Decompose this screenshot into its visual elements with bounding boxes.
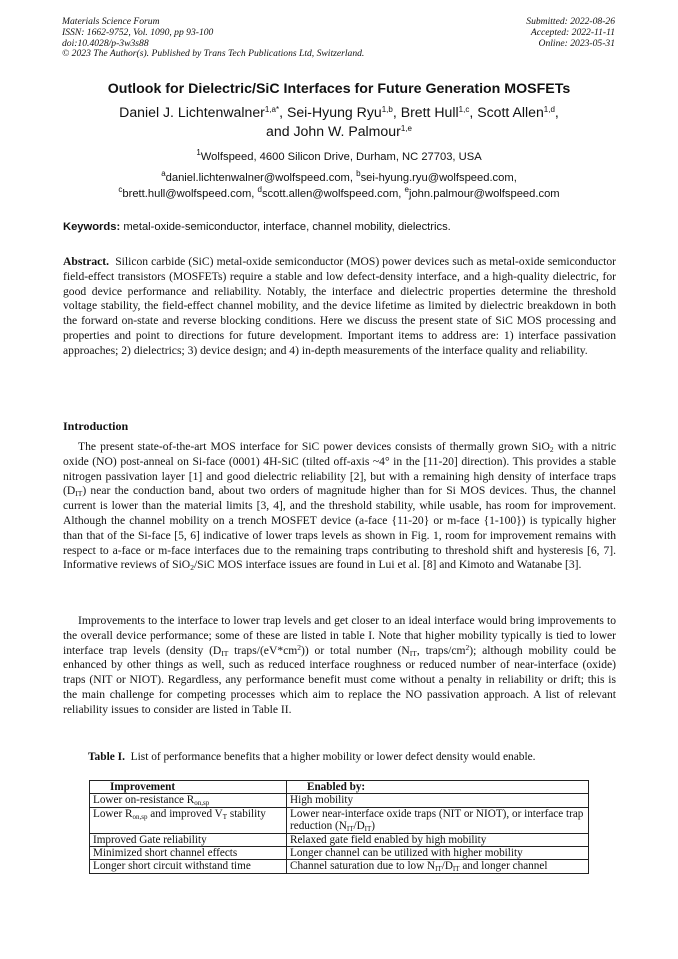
improvement-cell [90,794,287,807]
paper-title: Outlook for Dielectric/SiC Interfaces for Future Generation MOSFETs [107,81,571,97]
table-row [90,833,589,846]
intro-paragraph-1 [63,440,616,573]
table-row [90,794,589,807]
enabled-by-cell [287,847,589,860]
header-right [415,17,615,49]
issn-line: ISSN: 1662-9752, Vol. 1090, pp 93-100 [62,26,214,38]
table-row [90,860,589,873]
subscript: IT [364,825,372,834]
superscript: 2 [465,642,470,652]
affiliation-marker: 1 [196,148,201,157]
author-name: Brett Hull [400,104,459,120]
email-list: $^a$daniel.lichtenwalner@wolfspeed.com, $^b$sei-hyung.ryu@wolfspeed.com, $^c$brett.hull@wolfspeed.com, $^d$scott.allen@wolfspeed.com, $^e$john.palmour@wolfspeed.com [118,169,560,200]
text-run: traps/(eV*cm [228,643,298,657]
improvement-cell [90,833,287,846]
author-name: John W. Palmour [293,123,401,139]
enabled-by-cell [287,833,589,846]
email-address: brett.hull@wolfspeed.com [122,187,252,200]
abstract-text: Silicon carbide (SiC) metal-oxide semiconductor (MOS) power devices such as metal-oxide semiconductor field-effect transistors (MOSFETs) require a stable and low defect-density interface, and a high-quality dielectric, for good device performance and reliability. Notably, the interface and dielectric properties determine the threshold voltage stability, the field-effect channel mobility, and the device lifetime as limited by dielectric breakdown in both the forward on-state and reverse blocking conditions. Here we discuss the present state of SiC MOS processing and properties and point to directions for future development. Important items to address are: 1) interface passivation approaches; 2) dielectrics; 3) device design; and 4) in-depth measurements of the interface quality and reliability. [63,255,616,357]
table1-caption-label: Table I. [88,751,125,763]
table-row [90,847,589,860]
text-run: /D [353,820,365,833]
doi-line: doi:10.4028/p-3w3s88 [62,37,149,49]
text-run: stability [227,807,266,820]
keywords-label: Keywords: [63,221,121,233]
text-run: ) near the conduction band, about two orders of magnitude higher than for Si MOS devices. Thus, the channel current is lower than the material limits [3, 4], and the threshold stability, while usable, has room for improvement. Although the channel mobility on a trench MOSFET device (a-face {11-20} or m-face {1-100}) is typically higher than that of the Si-face [5, 6] indicative of lower traps levels as shown in Fig. 1, room for improvement remains with respect to a-face or m-face interfaces due to the remaining traps contributing to threshold shift and hysteresis [6, 7]. Informative reviews of SiO [63,484,616,572]
author-affiliation-marker: 1,b [381,105,393,114]
author-list: Daniel J. Lichtenwalner$^{1,a*}$, Sei-Hyung Ryu$^{1,b}$, Brett Hull$^{1,c}$, Scott Allen$^{1,d}$, and John W. Palmour$^{1,e}$ [119,104,559,139]
text-run: Longer channel can be utilized with higher mobility [290,847,523,860]
text-run: /SiC MOS interface issues are found in Lui et al. [8] and Kimoto and Watanabe [3]. [193,558,582,572]
superscript: 2 [297,642,302,652]
email-marker: c [118,184,123,194]
author-affiliation-marker: 1,a* [264,105,280,114]
accepted-date: Accepted: 2022-11-11 [530,26,615,38]
text-run: /D [441,860,453,873]
email-address: john.palmour@wolfspeed.com [408,187,560,200]
subscript: IT [75,489,83,499]
intro-paragraph-2 [63,614,616,718]
email-address: scott.allen@wolfspeed.com [261,187,399,200]
submitted-date: Submitted: 2022-08-26 [526,16,615,27]
text-run: Improvements to the interface to lower trap levels and get closer to an ideal interface would bring improvements to the overall device performance; some of these are listed in table I. Note that higher mobility typically is tied to lower interface trap levels (density (D [63,614,616,657]
email-address: sei-hyung.ryu@wolfspeed.com [360,172,514,184]
author-name: Sei-Hyung Ryu [286,104,382,120]
improvement-cell [90,847,287,860]
text-run: )) or total number (N [301,643,410,657]
subscript: IT [435,865,442,874]
email-marker: d [257,184,262,194]
author-name: Daniel J. Lichtenwalner [119,104,265,120]
text-run: with a nitric oxide (NO) post-anneal on Si-face (0001) 4H-SiC (tilted off-axis ~4° in the [11-20] direction). This provides a stable nitrogen passivation layer [1] and good dielectric reliability [2], but with a remaining high density of interface traps (D [63,440,616,498]
text-run: Minimized short channel effects [93,847,238,860]
email-address: daniel.lichtenwalner@wolfspeed.com [165,172,350,184]
enabled-by-cell [287,807,589,833]
keywords-text: metal-oxide-semiconductor, interface, channel mobility, dielectrics. [123,221,451,233]
author-affiliation-marker: 1,d [543,105,555,114]
email-marker: e [404,184,409,194]
text-run: , traps/cm [416,643,466,657]
improvement-cell [90,807,287,833]
subscript: on,sp [194,799,210,808]
subscript: IT [346,825,354,834]
table1-header-enabled: Enabled by: [287,781,589,794]
table1-caption-text: List of performance benefits that a higher mobility or lower defect density would enable. [130,751,536,763]
subscript: IT [452,865,460,874]
author-affiliation-marker: 1,e [400,124,412,133]
affiliation [62,148,616,163]
text-run: Relaxed gate field enabled by high mobility [290,833,487,846]
email-marker: a [161,169,166,178]
subscript: 2 [549,445,554,454]
author-affiliation-marker: 1,c [458,105,470,114]
author-and: and [266,123,294,139]
text-run: ) [371,820,375,833]
table-row [90,807,589,833]
text-run: Channel saturation due to low N [290,860,436,873]
text-run: High mobility [290,794,354,807]
section-heading-introduction: Introduction [63,419,129,433]
online-date: Online: 2023-05-31 [538,37,615,49]
text-run: and longer channel [459,860,548,873]
affiliation-text: Wolfspeed, 4600 Silicon Drive, Durham, NC 27703, USA [200,151,482,163]
text-run: Longer short circuit withstand time [93,860,251,873]
subscript: IT [409,648,417,658]
improvement-cell [90,860,287,873]
text-run: Lower near-interface oxide traps (NIT or NIOT), or interface trap reduction (N [290,807,584,833]
subscript: on,sp [132,812,148,821]
enabled-by-cell [287,794,589,807]
table1 [89,780,589,874]
subscript: IT [221,648,229,658]
abstract [63,255,616,359]
text-run: Lower R [93,807,133,820]
text-run: Lower on-resistance R [93,794,195,807]
subscript: T [222,812,228,821]
author-name: Scott Allen [477,104,544,120]
email-marker: b [356,169,361,178]
text-run: Improved Gate reliability [93,833,207,846]
journal-name: Materials Science Forum [62,16,160,27]
subscript: 2 [190,563,194,573]
table1-header-row [90,781,589,794]
keywords [63,221,618,233]
copyright-line: © 2023 The Author(s). Published by Trans Tech Publications Ltd, Switzerland. [62,48,365,60]
table1-caption [88,751,608,763]
abstract-label: Abstract. [63,255,110,268]
text-run: The present state-of-the-art MOS interface for SiC power devices consists of thermally grown SiO [78,440,550,453]
enabled-by-cell [287,860,589,873]
text-run: and improved V [147,807,223,820]
table1-header-improvement: Improvement [90,781,287,794]
text-run: ); although mobility could be enhanced by other things as well, such as reduced interface roughness or reduced number of near-interface (oxide) traps (NIT or NIOT). Regardless, any performance benefit must come without a penalty in reliability or drift; this is the main challenge for competing processes which aim to replace the NO passivation approach. A list of relevant reliability issues to consider are listed in Table II. [63,643,617,716]
